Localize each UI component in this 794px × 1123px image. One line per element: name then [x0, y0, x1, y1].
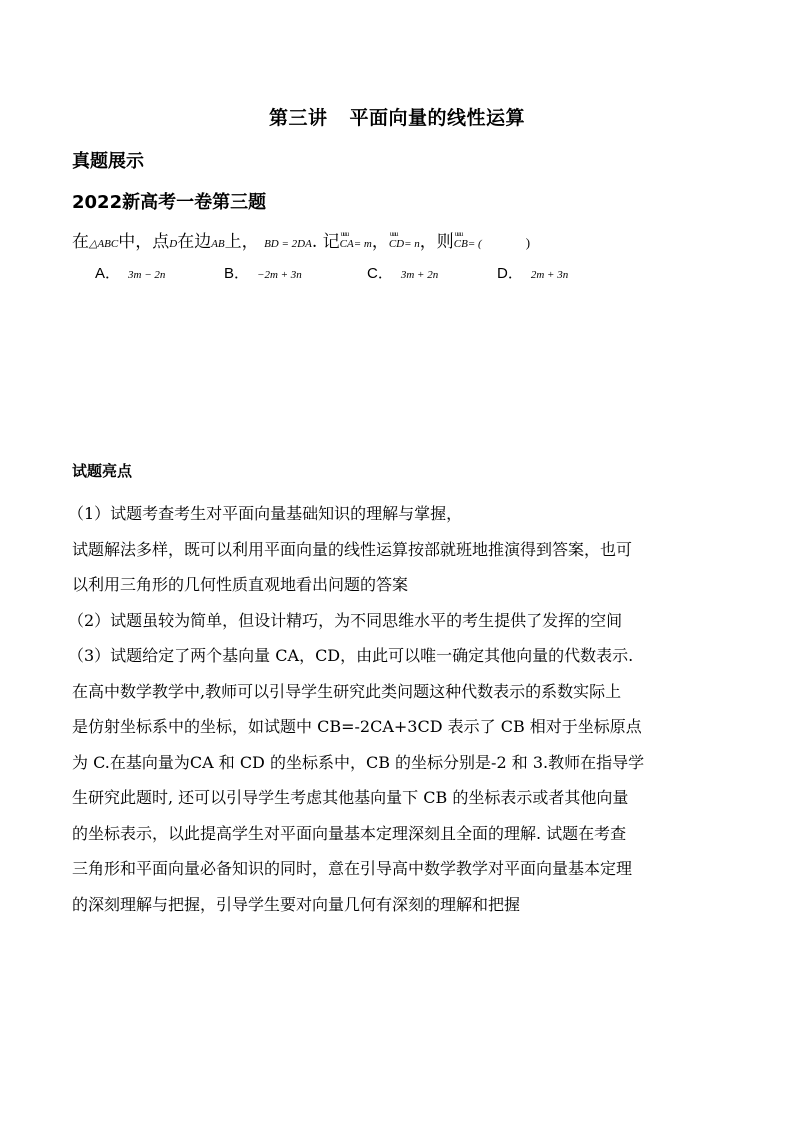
paragraph-line: （1）试题考查考生对平面向量基础知识的理解与掌握， [68, 504, 463, 523]
highlights-body [68, 496, 732, 922]
paragraph-line: 的深刻理解与把握，引导学生要对向量几何有深刻的理解和把握 [72, 894, 521, 914]
vector-ca-value: = m [353, 238, 372, 250]
option-c[interactable] [367, 262, 438, 283]
highlights-heading: 试题亮点 [72, 462, 133, 480]
lecture-topic: 平面向量的线性运算 [349, 107, 526, 129]
question-text: 上， [224, 232, 259, 252]
option-d[interactable] [497, 262, 568, 283]
option-label: A． [95, 265, 121, 282]
vector-cb-value: = ( [467, 238, 482, 250]
vector-ca: uuu CA [339, 230, 354, 250]
paragraph-line: 试题解法多样，既可以利用平面向量的线性运算按部就班地推演得到答案，也可 [72, 539, 633, 559]
paragraph-line: 的坐标表示，以此提高学生对平面向量基本定理深刻且全面的理解. 试题在考查 [72, 823, 627, 843]
option-label: D． [497, 265, 523, 282]
lecture-number: 第三讲 [268, 107, 328, 129]
question-stem [72, 227, 530, 252]
question-text: ， [371, 232, 389, 252]
option-label: C． [367, 265, 393, 282]
paragraph-line: 为 C.在基向量为CA 和 CD 的坐标系中，CB 的坐标分别是-2 和 3.教师在指导学 [72, 752, 645, 772]
paragraph-line: 生研究此题时, 还可以引导学生考虑其他基向量下 CB 的坐标表示或者其他向量 [72, 788, 629, 807]
question-text: ，则 [419, 232, 454, 252]
option-label: B． [224, 265, 250, 282]
paragraph-line: 是仿射坐标系中的坐标，如试题中 CB=-2CA+3CD 表示了 CB 相对于坐标原点 [72, 717, 642, 736]
paragraph-line: 以利用三角形的几何性质直观地看出问题的答案 [72, 575, 409, 594]
question-text: 在边 [177, 232, 212, 252]
triangle-symbol: △ABC [89, 238, 119, 250]
question-text: 中，点 [118, 232, 170, 252]
paragraph-line: （3）试题给定了两个基向量 CA，CD，由此可以唯一确定其他向量的代数表示. [68, 646, 634, 665]
side-ab: AB [211, 238, 225, 250]
vector-arrow-icon: uuu [389, 230, 398, 238]
option-expression: 3m + 2n [400, 269, 439, 281]
paragraph-line: 三角形和平面向量必备知识的同时，意在引导高中数学教学对平面向量基本定理 [72, 859, 633, 878]
vector-arrow-icon: uuu [340, 230, 349, 238]
point-d: D [169, 238, 178, 250]
vector-cd: uuu CD [388, 230, 405, 250]
exam-heading: 2022新高考一卷第三题 [72, 192, 267, 213]
option-expression: 3m − 2n [128, 269, 166, 281]
section-heading: 真题展示 [72, 151, 144, 172]
paragraph-line: 在高中数学教学中,教师可以引导学生研究此类问题这种代数表示的系数实际上 [72, 681, 622, 701]
option-expression: 2m + 3n [530, 269, 569, 281]
option-expression: −2m + 3n [257, 269, 302, 281]
page-title [0, 103, 794, 130]
condition-formula: BD = 2DA [264, 238, 312, 250]
option-a[interactable] [95, 262, 165, 283]
vector-cd-value: = n [404, 238, 420, 250]
vector-cb: uuu CB [453, 230, 468, 250]
question-text: 在 [72, 232, 89, 252]
answer-close-paren: ) [525, 235, 531, 250]
question-text: . 记 [311, 232, 340, 252]
vector-arrow-icon: uuu [454, 230, 463, 238]
paragraph-line: （2）试题虽较为简单，但设计精巧，为不同思维水平的考生提供了发挥的空间 [68, 610, 623, 630]
option-b[interactable] [224, 262, 302, 283]
